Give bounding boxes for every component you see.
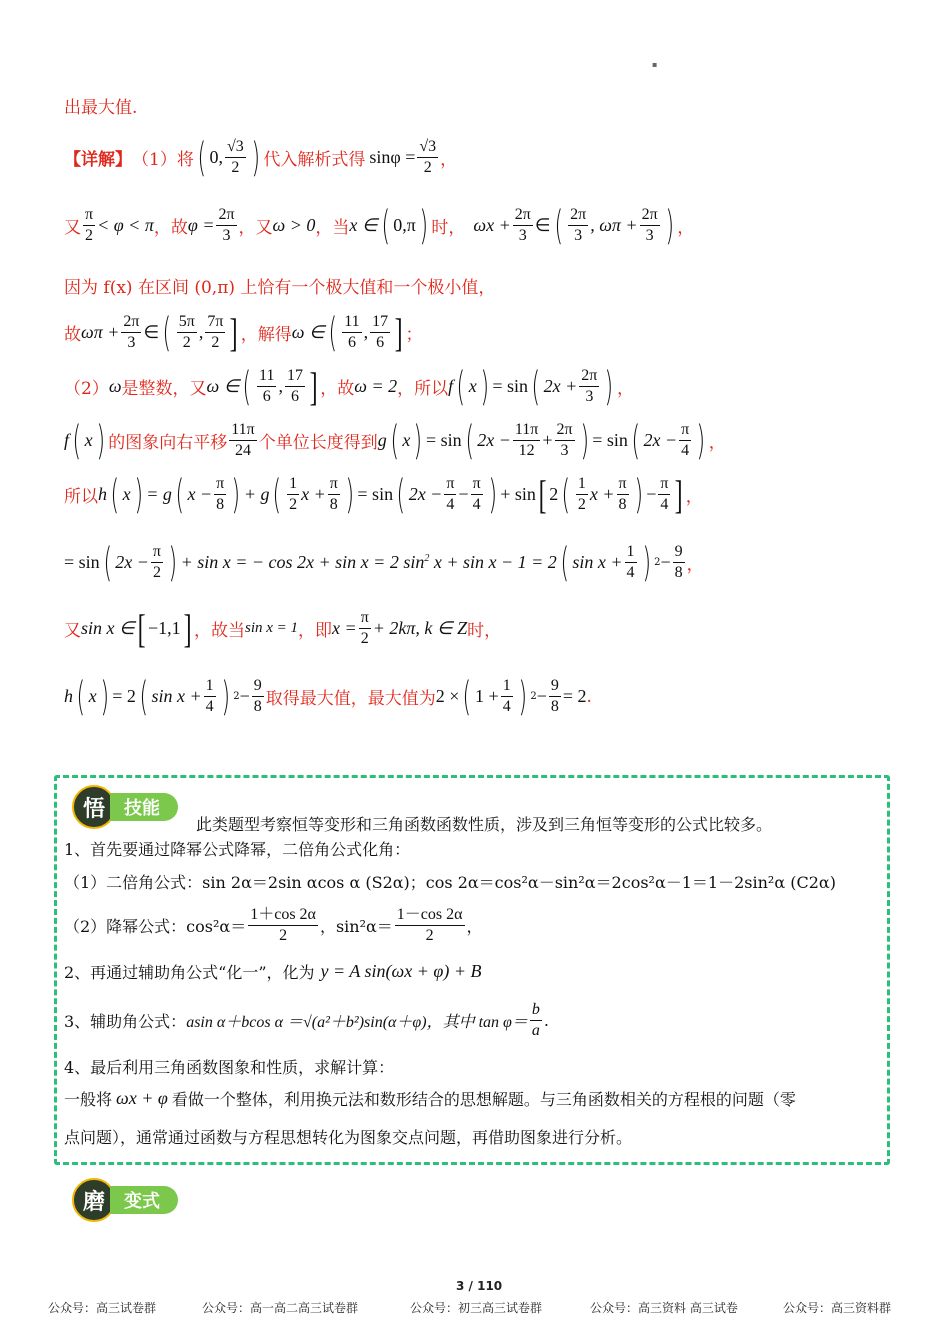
skills-step-4: 4、最后利用三角函数图象和性质，求解计算： [64,1058,395,1077]
detail-line-4: 故 ωπ + $\frac{2\pi}{3}$ ∈ ( $\frac{5\pi}{2}$ , $\frac{7\pi}{2}$ ] ，解得 ω ∈ ( $\frac{11}{6}$ , $\frac{17}{6}$ ] ； [64,309,423,356]
detail-line-6: f ( x ) 的图象向右平移 $\frac{11\pi}{24}$ 个单位长度得到 g ( x ) = sin ( 2x − $\frac{11\pi}{12}$ + $\frac{2\pi}{3}$ ) = sin ( 2x − $\frac{\pi}{4}$ ) ， [64,417,726,464]
part1-lead: （1）将 [132,150,194,170]
point-x: 0, [209,147,223,167]
header-dot: ▪ [652,60,658,69]
sinphi-eq: sinφ = [369,147,416,167]
detail-line-10: h ( x ) = 2 ( sin x + $\frac{1}{4}$ ) 2 − $\frac{9}{8}$ 取得最大值，最大值为 2 × ( 1 + $\frac{1}{4}$ ) 2 − $\frac{9}{8}$ = 2 . [64,673,592,720]
page-number: 3 / 110 [456,1279,503,1293]
skills-step-5b: 点问题），通常通过函数与方程思想转化为图象交点问题，再借助图象进行分析。 [64,1128,633,1147]
footer-item-1: 公众号：高三试卷群 [48,1301,157,1315]
skills-step-1: 1、首先要通过降幂公式降幂，二倍角公式化角： [64,840,411,859]
skills-step-5a: 一般将 ωx + φ 看做一个整体，利用换元法和数形结合的思想解题。与三角函数相关的方程根的问题（零 [64,1088,796,1109]
detail-line-7: 所以 h ( x ) = g ( x − $\frac{\pi}{8}$ ) + g ( $\frac{1}{2}$ x + $\frac{\pi}{8}$ ) = sin ( 2x − $\frac{\pi}{4}$ − $\frac{\pi}{4}$ ) + sin [ 2 ( $\frac{1}{2}$ x + $\frac{\pi}{8}$ ) − $\frac{\pi}{4}$ ] ， [64,471,703,518]
practice-badge-circle: 磨 [72,1178,116,1222]
skills-intro: 此类题型考察恒等变形和三角函数函数性质，涉及到三角恒等变形的公式比较多。 [196,815,773,834]
skills-power-reduction: （2）降幂公式：cos²α＝ $\frac{1+\cos 2\alpha}{2}$ ，sin²α＝ $\frac{1-\cos 2\alpha}{2}$ ， [64,906,483,944]
skills-badge-label: 技能 [110,793,178,821]
detail-line-3: 因为 f(x) 在区间 (0,π) 上恰有一个极大值和一个极小值， [64,278,496,298]
skills-double-angle: （1）二倍角公式：sin 2α＝2sin αcos α (S2α)；cos 2α＝cos²α－sin²α＝2cos²α－1＝1－2sin²α (C2α) [64,873,836,892]
detail-line-8: = sin ( 2x − $\frac{\pi}{2}$ ) + sin x = − cos 2x + sin x = 2 $\sin^2 x + \sin x - 1 = 2$ ( sin x + $\frac{1}{4}$ ) 2 − $\frac{9}{8}$ ， [64,539,704,586]
practice-badge [72,1178,178,1222]
footer-item-5: 公众号：高三资料群 [783,1301,892,1315]
sinphi-value: $\frac{√3}{2}$ [419,138,437,176]
detail-line-5: （2） ω 是整数，又 ω ∈ ( $\frac{11}{6}$ , $\frac{17}{6}$ ] ，故 ω = 2 ，所以 f ( x ) = sin ( 2x + $\frac{2\pi}{3}$ ) ， [64,363,634,410]
detail-line-1: 【详解】 （1）将 ( 0, $\frac{√3}{2}$ ) 代入解析式得 sinφ = $\frac{√3}{2}$ ， [64,134,458,181]
sqrt3-over-2: $\frac{√3}{2}$ [226,138,244,176]
detail-line-9: 又 sin x ∈ [ −1,1 ] ，故当 sin x = 1 ，即 x = $\frac{\pi}{2}$ + 2kπ, k ∈ Z 时， [64,605,502,651]
intro-text: 出最大值. [64,98,138,118]
footer-item-2: 公众号：高一高二高三试卷群 [202,1301,359,1315]
footer-item-3: 公众号：初三高三试卷群 [410,1301,543,1315]
practice-badge-label: 变式 [110,1186,178,1214]
skills-step-2-formula: y = A sin(ωx + φ) + B [320,961,482,981]
detail-label: 【详解】 [64,150,132,170]
skills-step-2: 2、再通过辅助角公式“化一”，化为 y = A sin(ωx + φ) + B [64,961,482,982]
footer-item-4: 公众号：高三资料 高三试卷 [590,1301,738,1315]
part1-mid: 代入解析式得 [263,150,366,170]
detail-line-2: 又 $\frac{\pi}{2}$ < φ < π ，故 φ = $\frac{2\pi}{3}$ ，又 ω > 0 ，当 x ∈ ( 0,π ) 时， ωx + $\frac{2\pi}{3}$ ∈ ( $\frac{2\pi}{3}$ , ωπ + $\frac{2\pi}{3}$ ) ， [64,202,695,249]
skills-badge [72,785,178,829]
skills-badge-circle: 悟 [72,785,116,829]
skills-step-3: 3、辅助角公式： asin α＋bcos α ＝√(a²＋b²)sin(α＋φ)，其中 tan φ＝ $\frac{b}{a}$ . [64,1001,549,1039]
